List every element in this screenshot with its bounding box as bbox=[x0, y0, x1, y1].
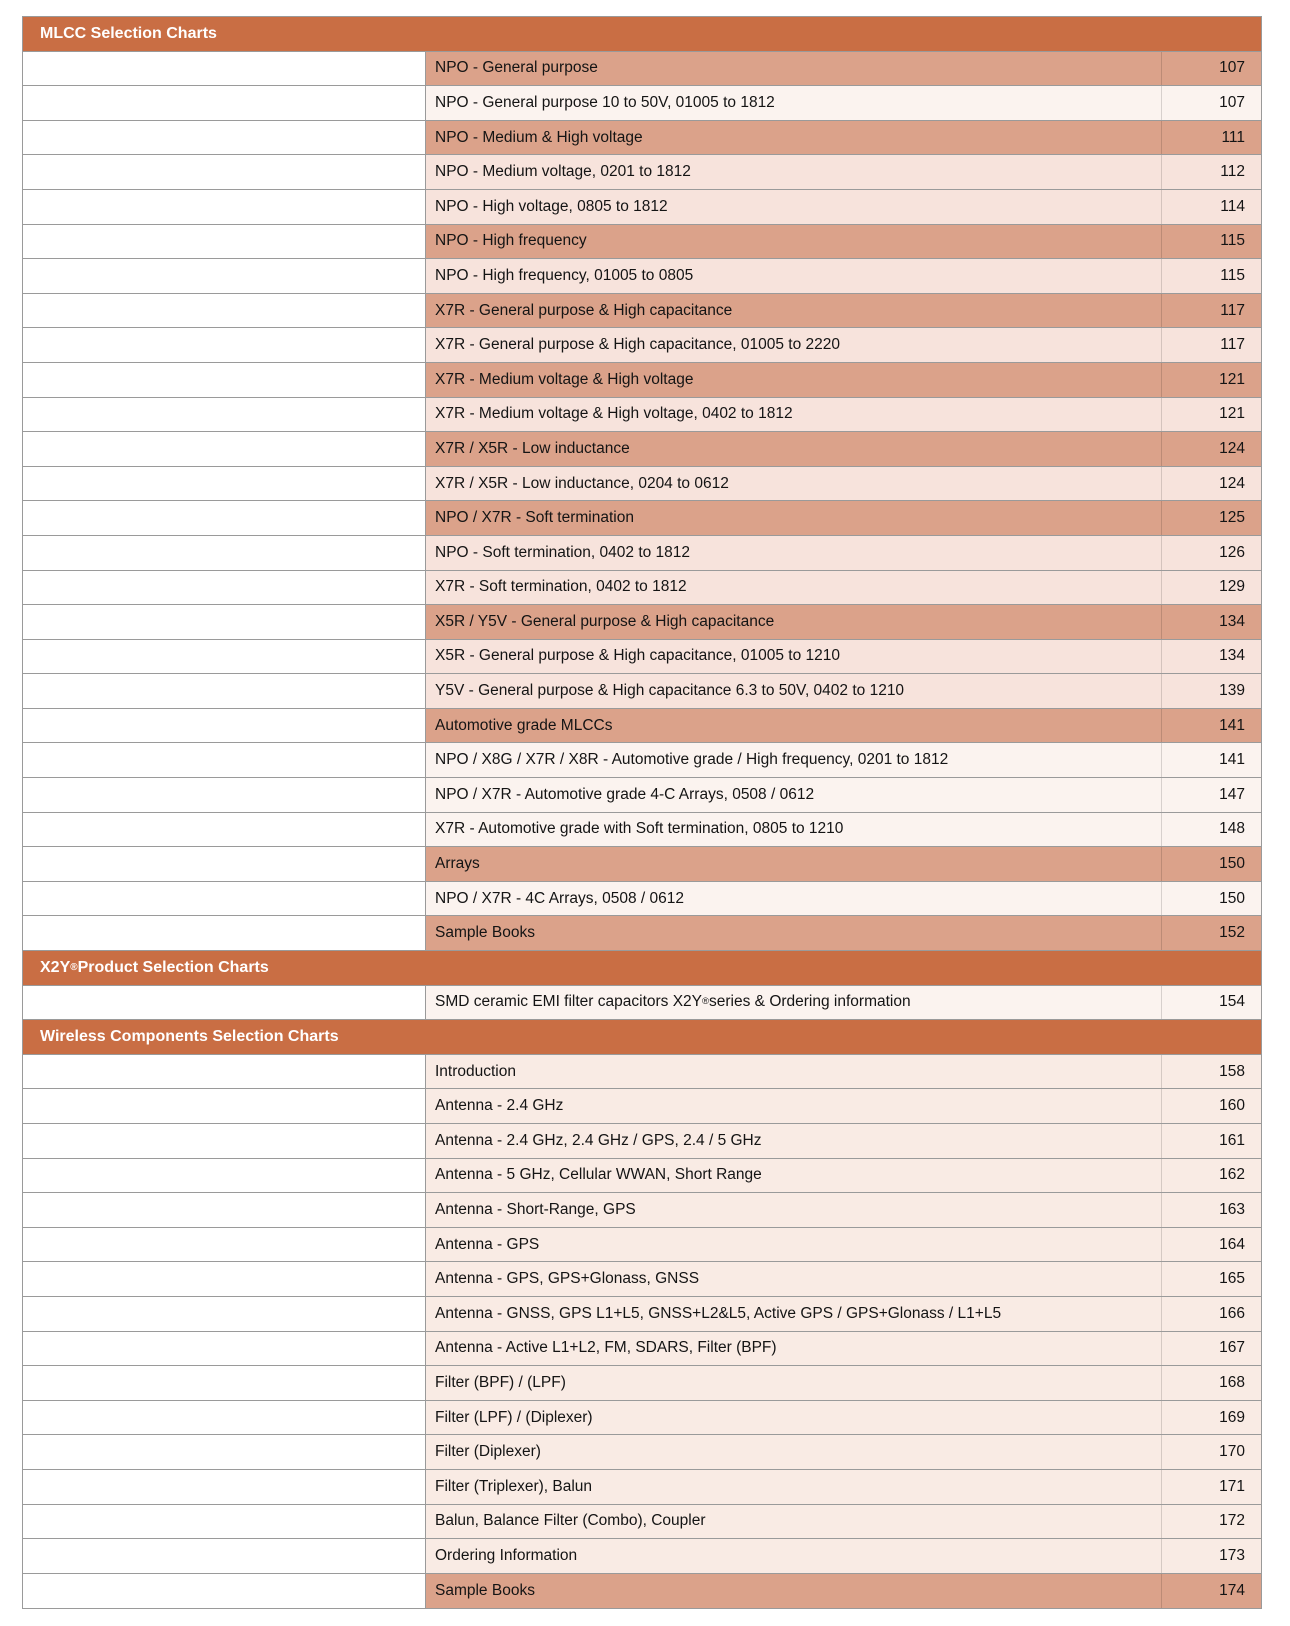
toc-page-number: 107 bbox=[1219, 93, 1245, 111]
toc-page-number-cell bbox=[1161, 674, 1261, 708]
toc-entry-label: Antenna - GPS bbox=[435, 1235, 540, 1253]
toc-entry-label-cell bbox=[426, 640, 1161, 674]
toc-row[interactable] bbox=[23, 121, 1261, 156]
toc-page-number-cell bbox=[1161, 52, 1261, 86]
row-left-spacer bbox=[23, 1366, 426, 1400]
toc-page-number: 124 bbox=[1219, 439, 1245, 457]
toc-page-number: 170 bbox=[1219, 1443, 1245, 1461]
toc-page-number: 174 bbox=[1219, 1582, 1245, 1600]
toc-entry-label-cell bbox=[426, 882, 1161, 916]
toc-entry-label-cell bbox=[426, 813, 1161, 847]
toc-row[interactable] bbox=[23, 1539, 1261, 1574]
toc-entry-label: Sample Books bbox=[435, 1582, 535, 1600]
toc-page-number: 152 bbox=[1219, 924, 1245, 942]
toc-page-number: 163 bbox=[1219, 1200, 1245, 1218]
toc-page-number-cell bbox=[1161, 1505, 1261, 1539]
toc-page-number-cell bbox=[1161, 571, 1261, 605]
row-left-spacer bbox=[23, 1228, 426, 1262]
toc-page-number-cell bbox=[1161, 1470, 1261, 1504]
toc-entry-label: Arrays bbox=[435, 855, 480, 873]
toc-page-number-cell bbox=[1161, 1435, 1261, 1469]
toc-row[interactable] bbox=[23, 1262, 1261, 1297]
row-left-spacer bbox=[23, 1089, 426, 1123]
toc-page-number: 139 bbox=[1219, 682, 1245, 700]
toc-page-number-cell bbox=[1161, 847, 1261, 881]
toc-entry-label: Antenna - GNSS, GPS L1+L5, GNSS+L2&L5, Active GPS / GPS+Glonass / L1+L5 bbox=[435, 1304, 1002, 1322]
toc-entry-label: NPO - High frequency bbox=[435, 232, 587, 250]
toc-row[interactable] bbox=[23, 605, 1261, 640]
row-left-spacer bbox=[23, 986, 426, 1020]
toc-entry-label-cell bbox=[426, 52, 1161, 86]
toc-entry-label: X7R - Medium voltage & High voltage bbox=[435, 370, 694, 388]
toc-row[interactable] bbox=[23, 467, 1261, 502]
toc-row[interactable] bbox=[23, 190, 1261, 225]
toc-page-number-cell bbox=[1161, 467, 1261, 501]
toc-page-number: 134 bbox=[1219, 647, 1245, 665]
row-left-spacer bbox=[23, 1401, 426, 1435]
toc-entry-label: NPO - High frequency, 01005 to 0805 bbox=[435, 266, 694, 284]
row-left-spacer bbox=[23, 1574, 426, 1609]
toc-entry-label: NPO / X7R - 4C Arrays, 0508 / 0612 bbox=[435, 889, 684, 907]
toc-row[interactable] bbox=[23, 640, 1261, 675]
row-left-spacer bbox=[23, 155, 426, 189]
section-header bbox=[23, 1020, 1261, 1055]
row-left-spacer bbox=[23, 674, 426, 708]
toc-row[interactable] bbox=[23, 1089, 1261, 1124]
toc-row[interactable] bbox=[23, 536, 1261, 571]
toc-page-number-cell bbox=[1161, 1055, 1261, 1089]
toc-row[interactable] bbox=[23, 778, 1261, 813]
toc-page-number: 117 bbox=[1220, 301, 1245, 319]
toc-page-number: 117 bbox=[1220, 336, 1245, 354]
toc-page-number: 173 bbox=[1219, 1546, 1245, 1564]
toc-page-number: 125 bbox=[1219, 509, 1245, 527]
toc-entry-label-cell bbox=[426, 1124, 1161, 1158]
toc-page-number-cell bbox=[1161, 1401, 1261, 1435]
toc-page-number: 150 bbox=[1219, 889, 1245, 907]
toc-entry-label-cell bbox=[426, 294, 1161, 328]
toc-entry-label-cell bbox=[426, 1470, 1161, 1504]
toc-row[interactable] bbox=[23, 432, 1261, 467]
toc-page-number: 112 bbox=[1220, 163, 1245, 181]
toc-row[interactable] bbox=[23, 259, 1261, 294]
toc-page-number-cell bbox=[1161, 605, 1261, 639]
toc-entry-label-cell bbox=[426, 1159, 1161, 1193]
toc-row[interactable] bbox=[23, 1574, 1261, 1609]
toc-page-number: 161 bbox=[1219, 1131, 1245, 1149]
toc-entry-label: Filter (Triplexer), Balun bbox=[435, 1477, 593, 1495]
toc-page-number-cell bbox=[1161, 1262, 1261, 1296]
toc-entry-label: X7R / X5R - Low inductance, 0204 to 0612 bbox=[435, 474, 729, 492]
toc-row[interactable] bbox=[23, 813, 1261, 848]
toc-entry-label: NPO - Soft termination, 0402 to 1812 bbox=[435, 543, 691, 561]
toc-entry-label: NPO / X7R - Automotive grade 4-C Arrays, 0508 / 0612 bbox=[435, 785, 815, 803]
toc-page-number: 169 bbox=[1219, 1408, 1245, 1426]
row-left-spacer bbox=[23, 86, 426, 120]
toc-page-number: 114 bbox=[1220, 197, 1245, 215]
toc-page-number-cell bbox=[1161, 1574, 1261, 1609]
toc-page-number-cell bbox=[1161, 916, 1261, 950]
toc-page-number: 167 bbox=[1219, 1339, 1245, 1357]
toc-entry-label-cell bbox=[426, 328, 1161, 362]
toc-page-number: 166 bbox=[1219, 1304, 1245, 1322]
toc-entry-label-cell bbox=[426, 1435, 1161, 1469]
toc-row[interactable] bbox=[23, 1470, 1261, 1505]
toc-page-number-cell bbox=[1161, 121, 1261, 155]
toc-entry-label-cell bbox=[426, 259, 1161, 293]
toc-entry-label-cell bbox=[426, 86, 1161, 120]
toc-entry-label-cell bbox=[426, 1228, 1161, 1262]
toc-page-number-cell bbox=[1161, 363, 1261, 397]
toc-row[interactable] bbox=[23, 328, 1261, 363]
toc-entry-label: Antenna - 5 GHz, Cellular WWAN, Short Range bbox=[435, 1166, 762, 1184]
section-header: X2Y ® Product Selection Charts bbox=[23, 951, 1261, 986]
toc-entry-label: Antenna - 2.4 GHz, 2.4 GHz / GPS, 2.4 / 5 GHz bbox=[435, 1131, 762, 1149]
row-left-spacer bbox=[23, 467, 426, 501]
toc-entry-label-cell bbox=[426, 674, 1161, 708]
toc-entry-label: X7R - Automotive grade with Soft termination, 0805 to 1210 bbox=[435, 820, 844, 838]
toc-entry-label: X5R / Y5V - General purpose & High capacitance bbox=[435, 612, 775, 630]
toc-entry-label: NPO - Medium & High voltage bbox=[435, 128, 643, 146]
row-left-spacer bbox=[23, 1124, 426, 1158]
toc-entry-label-cell bbox=[426, 1193, 1161, 1227]
toc-entry-label-cell bbox=[426, 1297, 1161, 1331]
toc-page-number: 168 bbox=[1219, 1373, 1245, 1391]
row-left-spacer bbox=[23, 259, 426, 293]
row-left-spacer bbox=[23, 1539, 426, 1573]
toc-page-number: 154 bbox=[1219, 993, 1245, 1011]
toc-page-number-cell bbox=[1161, 294, 1261, 328]
toc-entry-label: X5R - General purpose & High capacitance, 01005 to 1210 bbox=[435, 647, 840, 665]
row-left-spacer bbox=[23, 501, 426, 535]
toc-entry-label-cell bbox=[426, 398, 1161, 432]
toc-entry-label-cell bbox=[426, 709, 1161, 743]
toc-page-number-cell bbox=[1161, 398, 1261, 432]
toc-entry-label-cell bbox=[426, 605, 1161, 639]
toc-row[interactable] bbox=[23, 674, 1261, 709]
toc-entry-label-cell bbox=[426, 1332, 1161, 1366]
toc-page-number: 150 bbox=[1219, 855, 1245, 873]
toc-entry-label: Antenna - Active L1+L2, FM, SDARS, Filter (BPF) bbox=[435, 1339, 777, 1357]
toc-page-number: 172 bbox=[1219, 1512, 1245, 1530]
row-left-spacer bbox=[23, 571, 426, 605]
row-left-spacer bbox=[23, 294, 426, 328]
toc-page-number: 148 bbox=[1219, 820, 1245, 838]
toc-page-number: 158 bbox=[1219, 1062, 1245, 1080]
section-title: MLCC Selection Charts bbox=[40, 24, 217, 42]
toc-row[interactable] bbox=[23, 1159, 1261, 1194]
toc-page-number: 115 bbox=[1220, 266, 1245, 284]
toc-entry-label-cell bbox=[426, 121, 1161, 155]
toc-row[interactable] bbox=[23, 1401, 1261, 1436]
toc-entry-label-cell bbox=[426, 225, 1161, 259]
toc-row[interactable] bbox=[23, 1366, 1261, 1401]
row-left-spacer bbox=[23, 640, 426, 674]
toc-entry-label-cell bbox=[426, 363, 1161, 397]
row-left-spacer bbox=[23, 432, 426, 466]
toc-row[interactable] bbox=[23, 916, 1261, 951]
toc-page-number-cell bbox=[1161, 743, 1261, 777]
toc-entry-label-cell bbox=[426, 1574, 1161, 1609]
toc-page-number: 124 bbox=[1219, 474, 1245, 492]
toc-page-number-cell bbox=[1161, 778, 1261, 812]
toc-row[interactable] bbox=[23, 225, 1261, 260]
row-left-spacer bbox=[23, 743, 426, 777]
toc-page-number-cell bbox=[1161, 1089, 1261, 1123]
toc-page-number-cell bbox=[1161, 155, 1261, 189]
row-left-spacer bbox=[23, 1505, 426, 1539]
toc-entry-label: X7R / X5R - Low inductance bbox=[435, 439, 630, 457]
row-left-spacer bbox=[23, 1297, 426, 1331]
toc-page-number-cell bbox=[1161, 259, 1261, 293]
toc-entry-label: NPO / X7R - Soft termination bbox=[435, 509, 634, 527]
toc-page-number-cell bbox=[1161, 986, 1261, 1020]
toc-entry-label-cell bbox=[426, 743, 1161, 777]
toc-page-number-cell bbox=[1161, 813, 1261, 847]
toc-entry-label: X7R - Medium voltage & High voltage, 0402 to 1812 bbox=[435, 405, 793, 423]
row-left-spacer bbox=[23, 916, 426, 950]
toc-row[interactable] bbox=[23, 1505, 1261, 1540]
toc-page-number: 141 bbox=[1219, 751, 1245, 769]
row-left-spacer bbox=[23, 847, 426, 881]
toc-row[interactable] bbox=[23, 501, 1261, 536]
section-header bbox=[23, 17, 1261, 52]
toc-entry-label-cell bbox=[426, 1089, 1161, 1123]
toc-page-number-cell bbox=[1161, 1366, 1261, 1400]
toc-row[interactable] bbox=[23, 571, 1261, 606]
toc-row[interactable] bbox=[23, 363, 1261, 398]
toc-page-number: 121 bbox=[1219, 405, 1245, 423]
toc-row[interactable] bbox=[23, 1435, 1261, 1470]
toc-entry-label-cell bbox=[426, 571, 1161, 605]
toc-page-number-cell bbox=[1161, 1124, 1261, 1158]
toc-page-number-cell bbox=[1161, 1159, 1261, 1193]
toc-entry-label: X7R - General purpose & High capacitance, 01005 to 2220 bbox=[435, 336, 840, 354]
toc-entry-label-cell bbox=[426, 1401, 1161, 1435]
row-left-spacer bbox=[23, 778, 426, 812]
toc-row[interactable] bbox=[23, 743, 1261, 778]
toc-entry-label-cell bbox=[426, 778, 1161, 812]
row-left-spacer bbox=[23, 1435, 426, 1469]
toc-page-number-cell bbox=[1161, 190, 1261, 224]
row-left-spacer bbox=[23, 536, 426, 570]
toc-page-number-cell bbox=[1161, 432, 1261, 466]
toc-entry-label: Y5V - General purpose & High capacitance 6.3 to 50V, 0402 to 1210 bbox=[435, 682, 905, 700]
toc-entry-label-cell bbox=[426, 847, 1161, 881]
row-left-spacer bbox=[23, 52, 426, 86]
toc-entry-label-rest: series & Ordering information bbox=[709, 993, 911, 1011]
toc-entry-label: NPO - General purpose 10 to 50V, 01005 to 1812 bbox=[435, 93, 775, 111]
toc-page-number: 160 bbox=[1219, 1097, 1245, 1115]
toc-row[interactable] bbox=[23, 86, 1261, 121]
toc-page-number-cell bbox=[1161, 709, 1261, 743]
toc-row[interactable] bbox=[23, 1332, 1261, 1367]
toc-entry-label: Filter (BPF) / (LPF) bbox=[435, 1373, 566, 1391]
row-left-spacer bbox=[23, 1159, 426, 1193]
toc-row[interactable] bbox=[23, 1193, 1261, 1228]
toc-entry-label: Antenna - 2.4 GHz bbox=[435, 1097, 564, 1115]
toc-row[interactable] bbox=[23, 1297, 1261, 1332]
toc-entry-label-cell bbox=[426, 155, 1161, 189]
toc-entry-label: NPO / X8G / X7R / X8R - Automotive grade / High frequency, 0201 to 1812 bbox=[435, 751, 949, 769]
row-left-spacer bbox=[23, 398, 426, 432]
toc-page-number-cell bbox=[1161, 225, 1261, 259]
toc-entry-label-cell bbox=[426, 501, 1161, 535]
section-title: Wireless Components Selection Charts bbox=[40, 1028, 339, 1046]
toc-page-number-cell bbox=[1161, 328, 1261, 362]
toc-row[interactable] bbox=[23, 52, 1261, 87]
toc-row[interactable] bbox=[23, 155, 1261, 190]
toc-row[interactable] bbox=[23, 847, 1261, 882]
selection-charts-toc-table bbox=[22, 16, 1262, 1609]
toc-page-number: 115 bbox=[1220, 232, 1245, 250]
toc-page-number: 165 bbox=[1219, 1270, 1245, 1288]
row-left-spacer bbox=[23, 363, 426, 397]
toc-page-number-cell bbox=[1161, 1539, 1261, 1573]
toc-row[interactable] bbox=[23, 709, 1261, 744]
toc-page-number: 126 bbox=[1219, 543, 1245, 561]
row-left-spacer bbox=[23, 813, 426, 847]
toc-row[interactable] bbox=[23, 882, 1261, 917]
toc-row[interactable] bbox=[23, 398, 1261, 433]
toc-page-number: 171 bbox=[1219, 1477, 1245, 1495]
section-title-rest: Product Selection Charts bbox=[77, 958, 269, 976]
row-left-spacer bbox=[23, 121, 426, 155]
toc-page-number: 107 bbox=[1219, 59, 1245, 77]
toc-page-number: 164 bbox=[1219, 1235, 1245, 1253]
toc-entry-label-cell bbox=[426, 1055, 1161, 1089]
toc-entry-label-cell bbox=[426, 190, 1161, 224]
toc-page-number-cell bbox=[1161, 86, 1261, 120]
toc-entry-label-cell: SMD ceramic EMI filter capacitors X2Y ® series & Ordering information bbox=[426, 986, 1161, 1020]
row-left-spacer bbox=[23, 190, 426, 224]
toc-entry-label-cell bbox=[426, 1366, 1161, 1400]
toc-entry-label: X7R - General purpose & High capacitance bbox=[435, 301, 733, 319]
toc-entry-label: NPO - Medium voltage, 0201 to 1812 bbox=[435, 163, 691, 181]
section-title: X2Y bbox=[40, 958, 71, 976]
toc-entry-label-cell bbox=[426, 1539, 1161, 1573]
toc-row[interactable] bbox=[23, 1124, 1261, 1159]
toc-entry-label: NPO - High voltage, 0805 to 1812 bbox=[435, 197, 668, 215]
row-left-spacer bbox=[23, 709, 426, 743]
toc-entry-label: Balun, Balance Filter (Combo), Coupler bbox=[435, 1512, 706, 1530]
toc-page-number: 129 bbox=[1219, 578, 1245, 596]
toc-entry-label: SMD ceramic EMI filter capacitors X2Y bbox=[435, 993, 703, 1011]
row-left-spacer bbox=[23, 225, 426, 259]
toc-page-number: 121 bbox=[1219, 370, 1245, 388]
toc-entry-label-cell bbox=[426, 1262, 1161, 1296]
toc-page-number-cell bbox=[1161, 640, 1261, 674]
toc-page-number-cell bbox=[1161, 536, 1261, 570]
row-left-spacer bbox=[23, 882, 426, 916]
toc-entry-label: Antenna - GPS, GPS+Glonass, GNSS bbox=[435, 1270, 700, 1288]
row-left-spacer bbox=[23, 1262, 426, 1296]
toc-entry-label-cell bbox=[426, 536, 1161, 570]
toc-row[interactable] bbox=[23, 986, 1261, 1021]
toc-entry-label: Ordering Information bbox=[435, 1546, 578, 1564]
row-left-spacer bbox=[23, 1193, 426, 1227]
toc-page-number-cell bbox=[1161, 1297, 1261, 1331]
toc-page-number: 162 bbox=[1219, 1166, 1245, 1184]
toc-entry-label: Introduction bbox=[435, 1062, 516, 1080]
toc-entry-label: X7R - Soft termination, 0402 to 1812 bbox=[435, 578, 687, 596]
toc-entry-label-cell bbox=[426, 467, 1161, 501]
toc-entry-label: Filter (LPF) / (Diplexer) bbox=[435, 1408, 593, 1426]
row-left-spacer bbox=[23, 1470, 426, 1504]
row-left-spacer bbox=[23, 1055, 426, 1089]
row-left-spacer bbox=[23, 1332, 426, 1366]
toc-entry-label: Filter (Diplexer) bbox=[435, 1443, 541, 1461]
toc-entry-label: Antenna - Short-Range, GPS bbox=[435, 1200, 636, 1218]
toc-entry-label-cell bbox=[426, 916, 1161, 950]
toc-row[interactable] bbox=[23, 1228, 1261, 1263]
toc-page-number: 111 bbox=[1221, 128, 1245, 146]
toc-entry-label-cell bbox=[426, 432, 1161, 466]
row-left-spacer bbox=[23, 328, 426, 362]
toc-row[interactable] bbox=[23, 1055, 1261, 1090]
toc-page-number: 141 bbox=[1219, 716, 1245, 734]
row-left-spacer bbox=[23, 605, 426, 639]
toc-page-number: 147 bbox=[1219, 785, 1245, 803]
toc-page-number-cell bbox=[1161, 1332, 1261, 1366]
toc-row[interactable] bbox=[23, 294, 1261, 329]
toc-page-number-cell bbox=[1161, 882, 1261, 916]
toc-page-number: 134 bbox=[1219, 612, 1245, 630]
toc-page-number-cell bbox=[1161, 1228, 1261, 1262]
toc-entry-label-cell bbox=[426, 1505, 1161, 1539]
toc-entry-label: Automotive grade MLCCs bbox=[435, 716, 613, 734]
toc-page-number-cell bbox=[1161, 501, 1261, 535]
toc-entry-label: Sample Books bbox=[435, 924, 535, 942]
toc-page-number-cell bbox=[1161, 1193, 1261, 1227]
toc-entry-label: NPO - General purpose bbox=[435, 59, 598, 77]
